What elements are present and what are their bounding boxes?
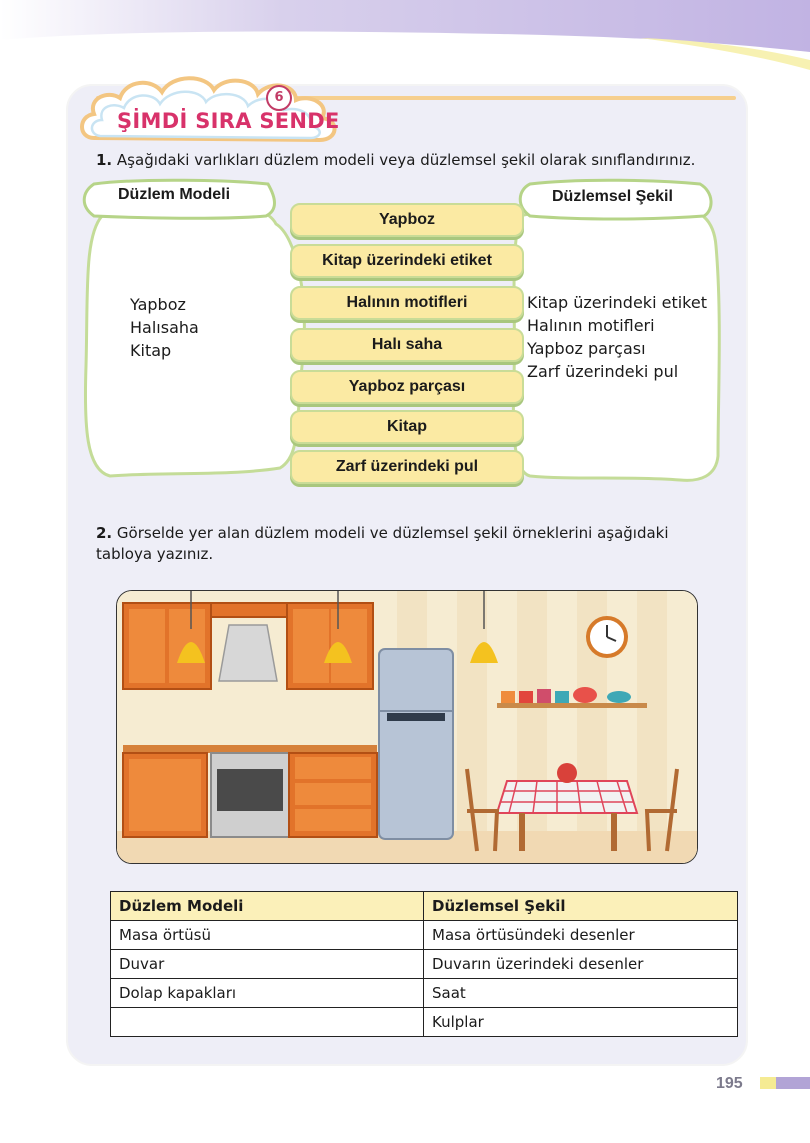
- question-1-number: 1.: [96, 151, 113, 169]
- lower-cabinets: [123, 745, 377, 837]
- table-cell[interactable]: Dolap kapakları: [111, 979, 424, 1008]
- right-answer-item: Yapboz parçası: [527, 339, 646, 358]
- table-cell[interactable]: [111, 1008, 424, 1037]
- kitchen-illustration: [116, 590, 698, 864]
- question-2: [96, 523, 700, 565]
- table-row: [111, 950, 738, 979]
- table-cell[interactable]: Masa örtüsü: [111, 921, 424, 950]
- range-hood: [219, 625, 277, 681]
- left-answer-item: Yapboz: [130, 295, 186, 314]
- right-answer-item: Zarf üzerindeki pul: [527, 362, 679, 381]
- item-strip[interactable]: Yapboz: [290, 203, 524, 237]
- answer-table: [110, 891, 738, 1037]
- table-header-cell: Düzlemsel Şekil: [424, 892, 738, 921]
- question-1-text: Aşağıdaki varlıkları düzlem modeli veya düzlemsel şekil olarak sınıflandırınız.: [116, 151, 696, 169]
- table-header-row: [111, 892, 738, 921]
- item-strip[interactable]: Kitap: [290, 410, 524, 444]
- page-number: 195: [716, 1075, 743, 1092]
- table-row: [111, 1008, 738, 1037]
- heading-cloud-shape: [74, 66, 344, 146]
- item-strip[interactable]: Zarf üzerindeki pul: [290, 450, 524, 484]
- table-cell[interactable]: Kulplar: [424, 1008, 738, 1037]
- table-row: [111, 979, 738, 1008]
- item-strip[interactable]: Kitap üzerindeki etiket: [290, 244, 524, 278]
- top-decorative-band: [0, 0, 810, 70]
- right-category-label: Düzlemsel Şekil: [552, 188, 673, 205]
- question-2-text: Görselde yer alan düzlem modeli ve düzlemsel şekil örneklerini aşağıdaki tabloya yazınız.: [96, 524, 669, 563]
- right-answer-item: Kitap üzerindeki etiket: [527, 293, 707, 312]
- left-category-label: Düzlem Modeli: [118, 186, 231, 203]
- table-cell[interactable]: Saat: [424, 979, 738, 1008]
- item-strip[interactable]: Halının motifleri: [290, 286, 524, 320]
- kitchen-scene: [117, 591, 697, 863]
- table-cell[interactable]: Masa örtüsündeki desenler: [424, 921, 738, 950]
- page-number-tab-yellow: [760, 1077, 776, 1089]
- item-strip[interactable]: Yapboz parçası: [290, 370, 524, 404]
- table-cell[interactable]: Duvar: [111, 950, 424, 979]
- item-strip[interactable]: Halı saha: [290, 328, 524, 362]
- activity-heading: ŞİMDİ SIRA SENDE: [117, 109, 340, 133]
- activity-number-badge: 6: [266, 85, 292, 111]
- left-answer-item: Halısaha: [130, 318, 199, 337]
- table-row: [111, 921, 738, 950]
- left-answer-list: [130, 293, 199, 362]
- table-header-cell: Düzlem Modeli: [111, 892, 424, 921]
- refrigerator: [379, 649, 453, 839]
- question-1: [96, 150, 736, 171]
- right-answer-item: Halının motifleri: [527, 316, 655, 335]
- page-number-tab-purple: [776, 1077, 810, 1089]
- left-answer-item: Kitap: [130, 341, 172, 360]
- table-cell[interactable]: Duvarın üzerindeki desenler: [424, 950, 738, 979]
- right-answer-list: [527, 291, 707, 383]
- wall-clock: [588, 618, 626, 656]
- question-2-number: 2.: [96, 524, 113, 542]
